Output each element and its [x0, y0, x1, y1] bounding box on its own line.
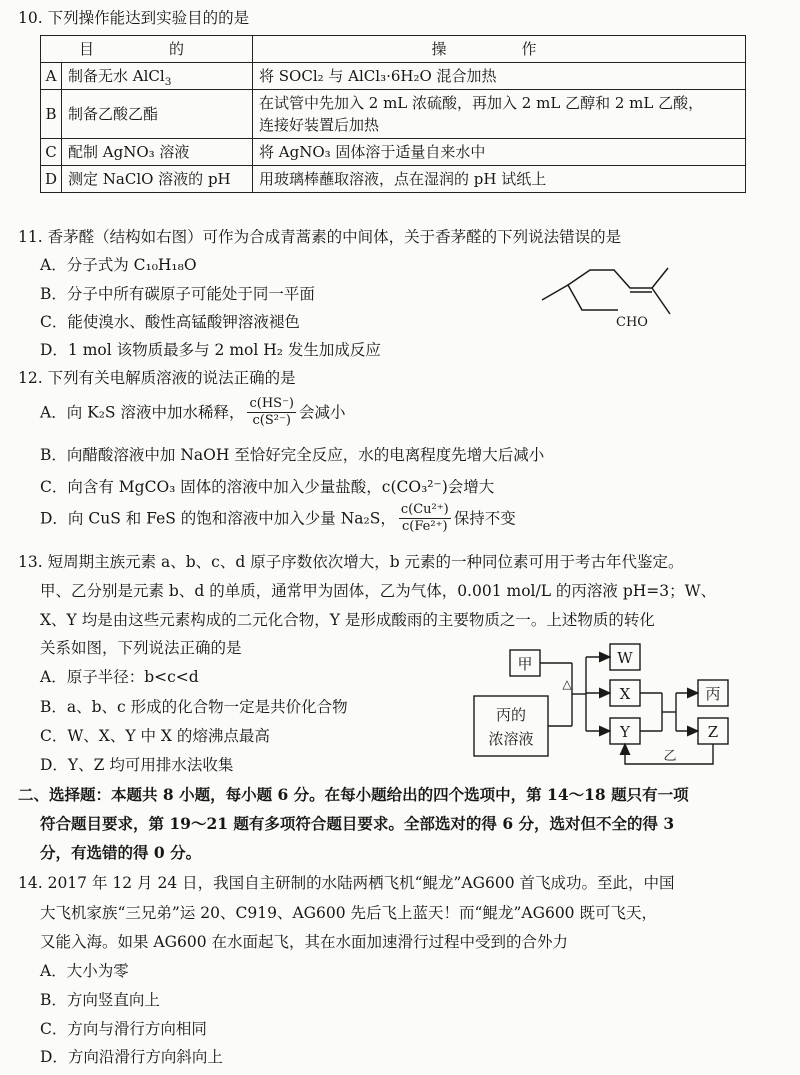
q10-purpose: 制备乙酸乙酯	[62, 90, 253, 139]
q13-line1: 13. 短周期主族元素 a、b、c、d 原子序数依次增大，b 元素的一种同位素可用于考古年代鉴定。	[18, 553, 684, 571]
q11-option-d: D．1 mol 该物质最多与 2 mol H₂ 发生加成反应	[40, 341, 381, 359]
q12-option-d: D．向 CuS 和 FeS 的饱和溶液中加入少量 Na₂S， $\frac{\text{c(Cu²⁺)}}{\text{c(Fe²⁺)}}$ 保持不变	[40, 502, 516, 534]
q10-operation: 将 SOCl₂ 与 AlCl₃·6H₂O 混合加热	[253, 63, 746, 90]
q13-option-c: C．W、X、Y 中 X 的熔沸点最高	[40, 727, 270, 745]
q10-purpose: 测定 NaClO 溶液的 pH	[62, 166, 253, 193]
q13-option-d: D．Y、Z 均可用排水法收集	[40, 756, 234, 774]
q14-line2: 大飞机家族“三兄弟”运 20、C919、AG600 先后飞上蓝天！而“鲲龙”AG600 既可飞天，	[40, 904, 657, 922]
citronellal-structure	[530, 258, 690, 338]
diagram-bing-line2: 浓溶液	[488, 730, 534, 748]
q10-operation: 将 AgNO₃ 固体溶于适量自来水中	[253, 139, 746, 166]
diagram-bing-line1: 丙的	[495, 706, 527, 724]
q10-header-purpose: 目 的	[41, 36, 253, 63]
diagram-y: Y	[620, 723, 630, 741]
diagram-jia: 甲	[517, 655, 533, 673]
q10-header-operation: 操 作	[253, 36, 746, 63]
q11-option-a: A．分子式为 C₁₀H₁₈O	[40, 256, 197, 274]
q13-line2: 甲、乙分别是元素 b、d 的单质，通常甲为固体，乙为气体，0.001 mol/L 的丙溶液 pH=3；W、	[40, 582, 717, 600]
structure-cho-label: CHO	[616, 315, 648, 330]
diagram-z: Z	[707, 723, 719, 741]
q14-option-d: D．方向沿滑行方向斜向上	[40, 1048, 223, 1066]
q12-option-a: A．向 K₂S 溶液中加水稀释， $\frac{c(HS^-)}{\text{c(S²⁻)}}$ 会减小	[40, 396, 346, 428]
q10-letter: B	[41, 90, 62, 139]
q10-row-d	[41, 166, 746, 193]
q14-option-a: A．大小为零	[40, 962, 129, 980]
q10-purpose: 配制 AgNO₃ 溶液	[62, 139, 253, 166]
q10-stem: 10. 下列操作能达到实验目的的是	[18, 9, 250, 27]
section2-line1: 二、选择题：本题共 8 小题，每小题 6 分。在每小题给出的四个选项中，第 14～18 题只有一项	[18, 785, 689, 804]
diagram-yi: 乙	[663, 749, 677, 764]
q13-option-a: A．原子半径：b<c<d	[40, 668, 199, 686]
q14-option-b: B．方向竖直向上	[40, 991, 160, 1009]
diagram-w: W	[617, 649, 633, 667]
q13-option-b: B．a、b、c 形成的化合物一定是共价化合物	[40, 698, 348, 716]
diagram-bing: 丙	[705, 685, 721, 703]
section2-line2: 符合题目要求，第 19～21 题有多项符合题目要求。全部选对的得 6 分，选对但不全的得 3	[40, 814, 675, 833]
section2-line3: 分，有选错的得 0 分。	[40, 843, 202, 862]
fraction: $\frac{c(HS^-)}{\text{c(S²⁻)}}$	[249, 396, 294, 428]
q10-row-a	[41, 63, 746, 90]
q11-stem: 11. 香茅醛（结构如右图）可作为合成青蒿素的中间体，关于香茅醛的下列说法错误的是	[18, 228, 622, 246]
q12-stem: 12. 下列有关电解质溶液的说法正确的是	[18, 369, 296, 387]
q10-header-row	[41, 36, 746, 63]
q13-line4: 关系如图，下列说法正确的是	[40, 639, 242, 657]
diagram-x: X	[619, 685, 631, 703]
q10-letter: C	[41, 139, 62, 166]
q10-table	[40, 35, 746, 193]
q10-operation: 在试管中先加入 2 mL 浓硫酸，再加入 2 mL 乙醇和 2 mL 乙酸， 连接好装置后加热	[253, 90, 746, 139]
q13-conversion-diagram	[470, 640, 770, 780]
q14-line1: 14. 2017 年 12 月 24 日，我国自主研制的水陆两栖飞机“鲲龙”AG600 首飞成功。至此，中国	[18, 874, 675, 892]
q14-line3: 又能入海。如果 AG600 在水面起飞，其在水面加速滑行过程中受到的合外力	[40, 933, 569, 951]
q10-row-c	[41, 139, 746, 166]
q14-option-c: C．方向与滑行方向相同	[40, 1020, 207, 1038]
q10-purpose: 制备无水 AlCl$_3$	[62, 63, 253, 90]
q10-operation: 用玻璃棒蘸取溶液，点在湿润的 pH 试纸上	[253, 166, 746, 193]
fraction: $\frac{\text{c(Cu²⁺)}}{\text{c(Fe²⁺)}}$	[400, 502, 449, 534]
q10-letter: D	[41, 166, 62, 193]
q11-option-c: C．能使溴水、酸性高锰酸钾溶液褪色	[40, 313, 300, 331]
q12-option-c: C．向含有 MgCO₃ 固体的溶液中加入少量盐酸，c(CO₃²⁻)会增大	[40, 478, 495, 496]
q12-option-b: B．向醋酸溶液中加 NaOH 至恰好完全反应，水的电离程度先增大后减小	[40, 446, 545, 464]
q10-letter: A	[41, 63, 62, 90]
q10-row-b	[41, 90, 746, 139]
q13-line3: X、Y 均是由这些元素构成的二元化合物，Y 是形成酸雨的主要物质之一。上述物质的转化	[40, 611, 655, 629]
diagram-delta: △	[562, 677, 572, 691]
q11-option-b: B．分子中所有碳原子可能处于同一平面	[40, 285, 315, 303]
